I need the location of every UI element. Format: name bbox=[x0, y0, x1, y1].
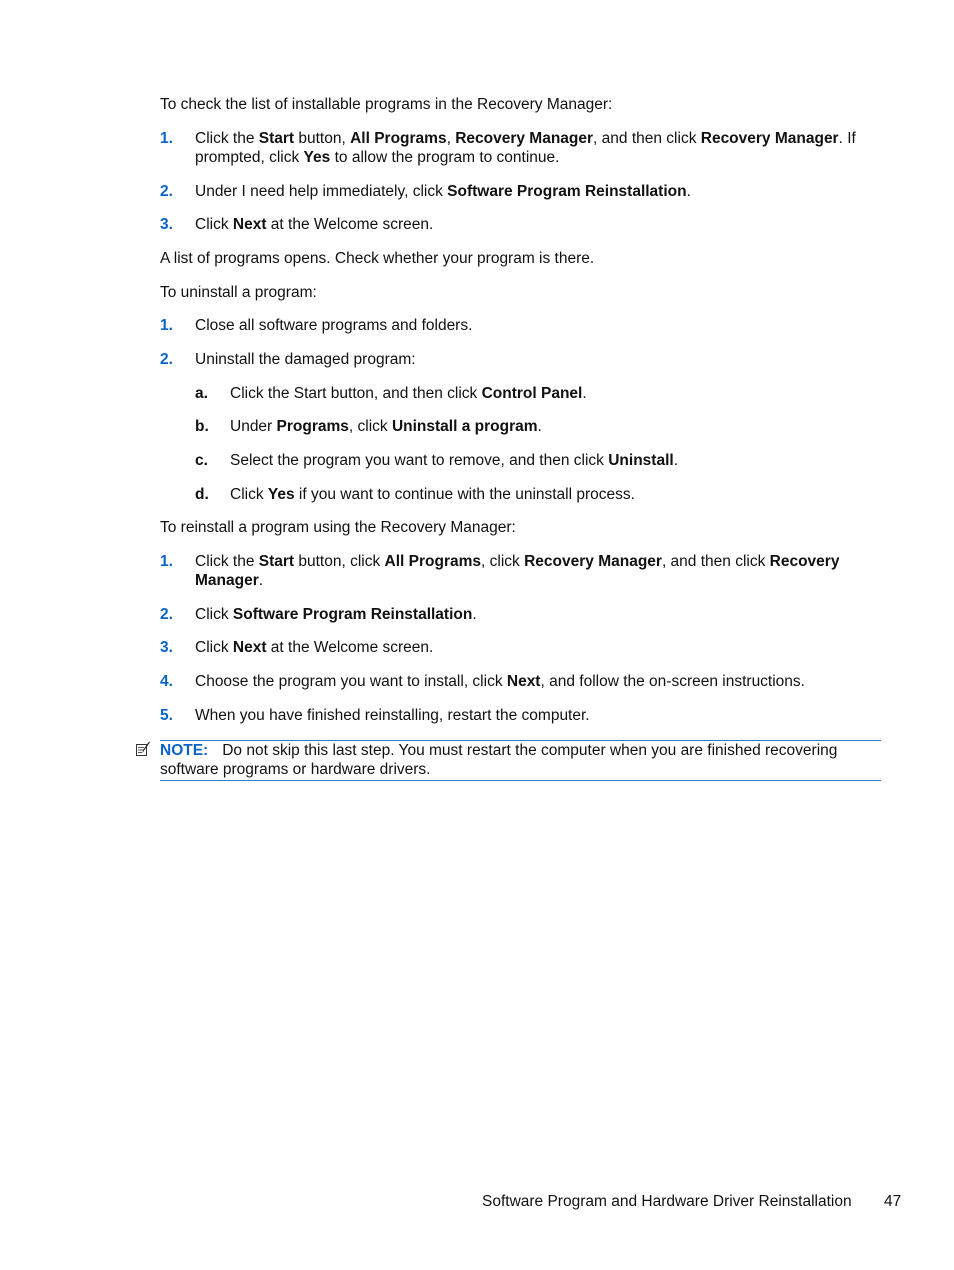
intro-check-programs: To check the list of installable programs in the Recovery Manager: bbox=[160, 96, 613, 113]
note-label: NOTE: bbox=[160, 742, 209, 759]
list3-item-4: Choose the program you want to install, click Next, and follow the on-screen instructions. bbox=[195, 673, 805, 690]
list3-number-2: 2. bbox=[160, 606, 173, 623]
list3-number-4: 4. bbox=[160, 673, 173, 690]
sublist-item-a: Click the Start button, and then click Control Panel. bbox=[230, 385, 587, 402]
note-body: Do not skip this last step. You must restart the computer when you are finished recovering software programs or hardware drivers. bbox=[160, 742, 838, 778]
footer-section-title: Software Program and Hardware Driver Reinstallation bbox=[482, 1193, 852, 1210]
note-text bbox=[160, 741, 880, 779]
sublist-letter-c: c. bbox=[195, 452, 208, 469]
list1-number-1: 1. bbox=[160, 130, 173, 147]
list3-number-1: 1. bbox=[160, 553, 173, 570]
footer-page-number: 47 bbox=[884, 1193, 902, 1210]
sublist-item-b: Under Programs, click Uninstall a program. bbox=[230, 418, 542, 435]
list3-item-2: Click Software Program Reinstallation. bbox=[195, 606, 477, 623]
sublist-item-d: Click Yes if you want to continue with the uninstall process. bbox=[230, 486, 635, 503]
list3-item-1: Click the Start button, click All Programs, click Recovery Manager, and then click Recovery Manager. bbox=[195, 553, 840, 589]
sublist-item-c: Select the program you want to remove, and then click Uninstall. bbox=[230, 452, 678, 469]
list3-number-3: 3. bbox=[160, 639, 173, 656]
list2-number-2: 2. bbox=[160, 351, 173, 368]
list1-item-1: Click the Start button, All Programs, Recovery Manager, and then click Recovery Manager. If prompted, click Yes to allow the program to continue. bbox=[195, 130, 856, 166]
sublist-letter-b: b. bbox=[195, 418, 209, 435]
list2-item-2: Uninstall the damaged program: bbox=[195, 351, 416, 368]
list1-item-3: Click Next at the Welcome screen. bbox=[195, 216, 434, 233]
list3-number-5: 5. bbox=[160, 707, 173, 724]
note-icon bbox=[135, 741, 151, 757]
list3-item-3: Click Next at the Welcome screen. bbox=[195, 639, 434, 656]
sublist-letter-a: a. bbox=[195, 385, 208, 402]
list1-number-3: 3. bbox=[160, 216, 173, 233]
list2-number-1: 1. bbox=[160, 317, 173, 334]
list2-item-1: Close all software programs and folders. bbox=[195, 317, 473, 334]
intro-uninstall: To uninstall a program: bbox=[160, 284, 317, 301]
paragraph-list-opens: A list of programs opens. Check whether your program is there. bbox=[160, 250, 595, 267]
note-bottom-rule bbox=[160, 780, 881, 781]
list1-item-2: Under I need help immediately, click Software Program Reinstallation. bbox=[195, 183, 691, 200]
list1-number-2: 2. bbox=[160, 183, 173, 200]
sublist-letter-d: d. bbox=[195, 486, 209, 503]
list3-item-5: When you have finished reinstalling, restart the computer. bbox=[195, 707, 590, 724]
intro-reinstall: To reinstall a program using the Recovery Manager: bbox=[160, 519, 516, 536]
